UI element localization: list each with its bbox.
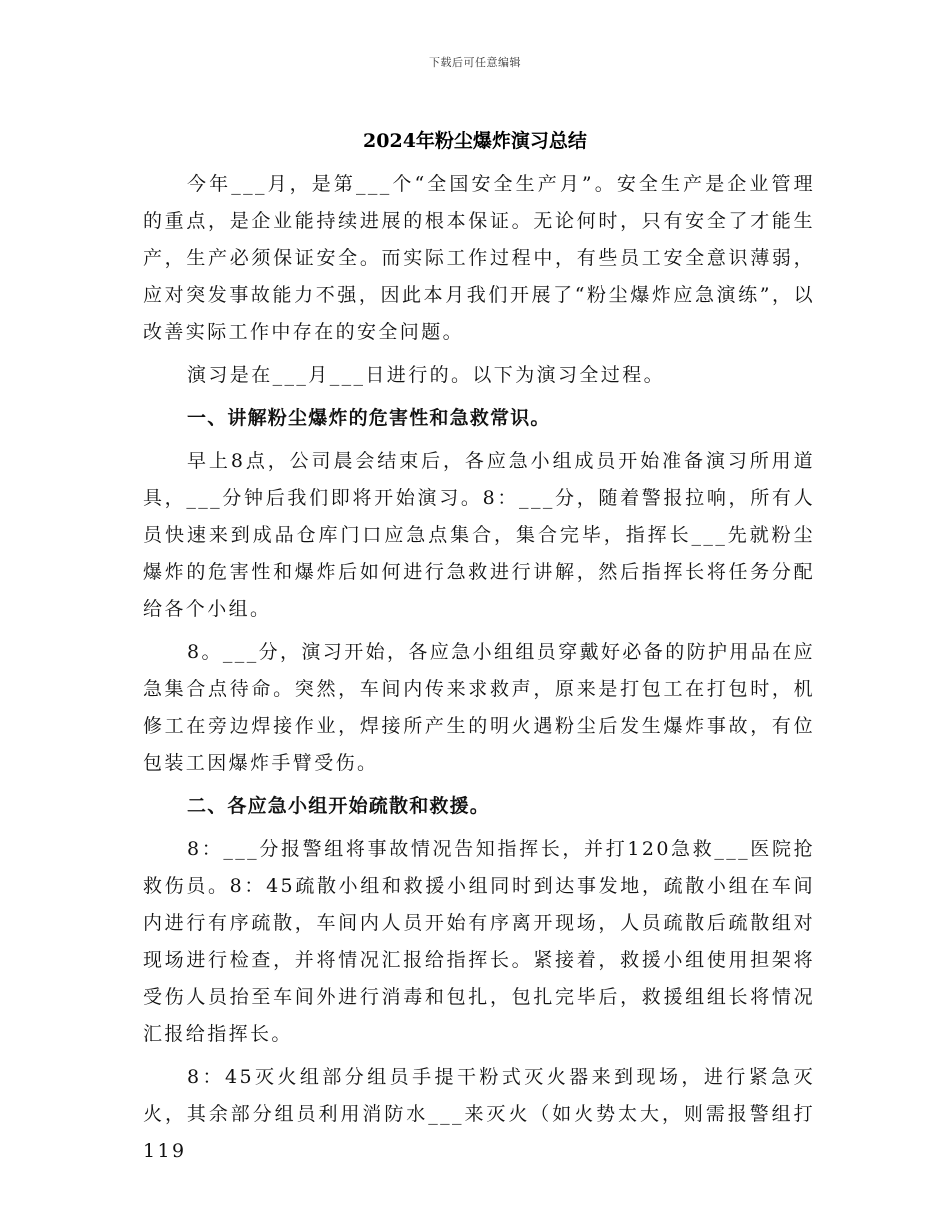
paragraph-firefighting: 8：45灭火组部分组员手提干粉式灭火器来到现场，进行紧急灭火，其余部分组员利用消防水___来灭火（如火势太大，则需报警组打119	[143, 1066, 815, 1162]
paragraph-drill-start: 8。___分，演习开始，各应急小组组员穿戴好必备的防护用品在应急集合点待命。突然，车间内传来求救声，原来是打包工在打包时，机修工在旁边焊接作业，焊接所产生的明火遇粉尘后发生爆炸事故，有位包装工因爆炸手臂受伤。	[143, 641, 815, 774]
header-note: 下载后可任意编辑	[429, 56, 521, 69]
paragraph-morning: 早上8点，公司晨会结束后，各应急小组成员开始准备演习所用道具，___分钟后我们即将开始演习。8：___分，随着警报拉响，所有人员快速来到成品仓库门口应急点集合，集合完毕，指挥长___先就粉尘爆炸的危害性和爆炸后如何进行急救进行讲解，然后指挥长将任务分配给各个小组。	[143, 450, 815, 620]
paragraph-intro: 今年___月，是第___个“全国安全生产月”。安全生产是企业管理的重点，是企业能持续进展的根本保证。无论何时，只有安全了才能生产，生产必须保证安全。而实际工作过程中，有些员工安全意识薄弱，应对突发事故能力不强，因此本月我们开展了“粉尘爆炸应急演练”，以改善实际工作中存在的安全问题。	[143, 173, 815, 343]
section-heading-1: 一、讲解粉尘爆炸的危害性和急救常识。	[187, 407, 551, 429]
section-heading-2: 二、各应急小组开始疏散和救援。	[187, 795, 491, 817]
paragraph-date: 演习是在___月___日进行的。以下为演习全过程。	[187, 364, 666, 386]
paragraph-evacuation: 8：___分报警组将事故情况告知指挥长，并打120急救___医院抢救伤员。8：45疏散小组和救援小组同时到达事发地，疏散小组在车间内进行有序疏散，车间内人员开始有序离开现场，人员疏散后疏散组对现场进行检查，并将情况汇报给指挥长。紧接着，救援小组使用担架将受伤人员抬至车间外进行消毒和包扎，包扎完毕后，救援组组长将情况汇报给指挥长。	[143, 838, 815, 1045]
document-title: 2024年粉尘爆炸演习总结	[363, 130, 587, 152]
document-body	[143, 166, 815, 1171]
